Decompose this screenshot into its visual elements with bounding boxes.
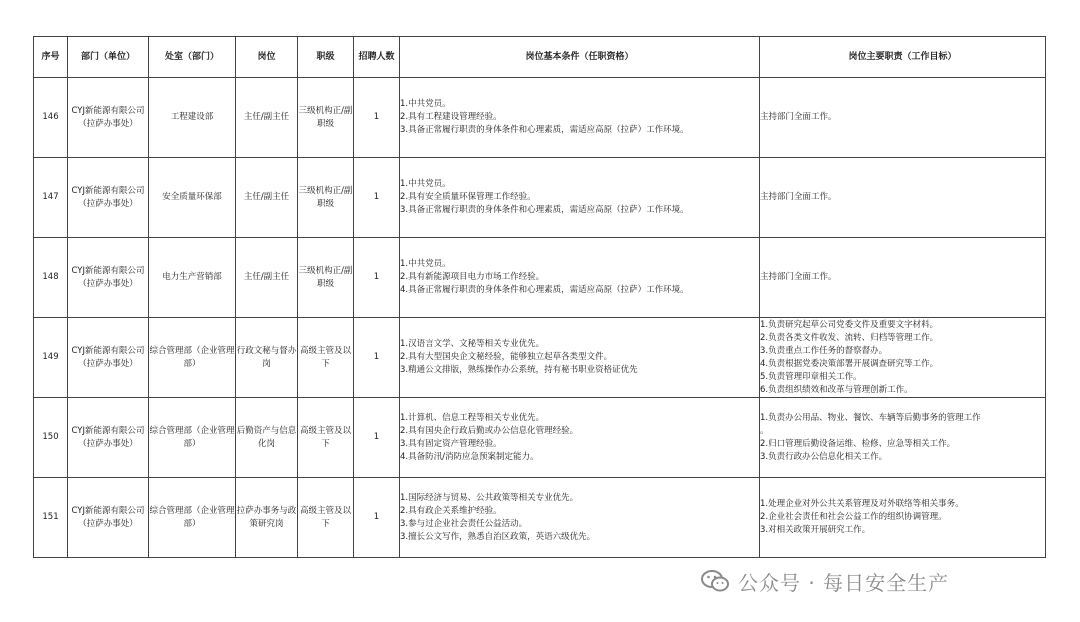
position-cell: 后勤资产与信息化岗 (236, 398, 298, 478)
requirement-line: 4.具备防汛/消防应急预案制定能力。 (400, 451, 539, 462)
department-cell: 综合管理部（企业管理部） (149, 318, 236, 398)
row-number: 148 (34, 238, 68, 318)
requirements-cell (400, 78, 760, 158)
table-row (34, 478, 1046, 558)
unit-cell: CYJ新能源有限公司（拉萨办事处） (68, 318, 149, 398)
requirement-line: 2.具有国央企行政后勤或办公信息化管理经验。 (400, 425, 579, 436)
duties-cell (760, 398, 1046, 478)
requirements-cell (400, 318, 760, 398)
headcount-cell: 1 (354, 78, 400, 158)
table-row (34, 318, 1046, 398)
duty-line: 6.负责组织绩效和改革与管理创新工作。 (760, 384, 913, 395)
duty-line: 主持部门全面工作。 (760, 272, 837, 282)
row-number: 149 (34, 318, 68, 398)
headcount-cell: 1 (354, 478, 400, 558)
wechat-icon (700, 569, 730, 593)
requirement-line: 3.具备正常履行职责的身体条件和心理素质，需适应高原（拉萨）工作环境。 (400, 125, 689, 135)
department-cell: 电力生产营销部 (149, 238, 236, 318)
unit-cell: CYJ新能源有限公司（拉萨办事处） (68, 238, 149, 318)
department-cell: 工程建设部 (149, 78, 236, 158)
requirement-line: 1.计算机、信息工程等相关专业优先。 (400, 412, 545, 423)
header-dept: 处室（部门） (149, 37, 236, 78)
position-cell: 主任/副主任 (236, 158, 298, 238)
requirements-cell (400, 478, 760, 558)
watermark (700, 566, 949, 596)
row-number: 146 (34, 78, 68, 158)
duty-line: 。 (760, 425, 769, 436)
position-cell: 主任/副主任 (236, 238, 298, 318)
rank-cell: 高级主管及以下 (298, 398, 354, 478)
duty-line: 1.处理企业对外公共关系管理及对外联络等相关事务。 (760, 499, 964, 509)
requirement-line: 3.精通公文排版，熟练操作办公系统，持有秘书职业资格证优先 (400, 365, 638, 375)
department-cell: 综合管理部（企业管理部） (149, 478, 236, 558)
duties-cell (760, 238, 1046, 318)
watermark-text: 公众号 · 每日安全生产 (738, 570, 950, 595)
headcount-cell: 1 (354, 318, 400, 398)
requirement-line: 3.具备正常履行职责的身体条件和心理素质，需适应高原（拉萨）工作环境。 (400, 205, 689, 215)
duty-line: 5.负责管理印章相关工作。 (760, 371, 862, 382)
headcount-cell: 1 (354, 238, 400, 318)
requirement-line: 3.具有固定资产管理经验。 (400, 438, 502, 449)
table-row (34, 78, 1046, 158)
row-number: 147 (34, 158, 68, 238)
rank-cell: 高级主管及以下 (298, 478, 354, 558)
headcount-cell: 1 (354, 398, 400, 478)
duty-line: 1.负责办公用品、物业、餐饮、车辆等后勤事务的管理工作 (760, 412, 981, 423)
position-cell: 拉萨办事务与政策研究岗 (236, 478, 298, 558)
requirement-line: 2.具有大型国央企文秘经验，能够独立起草各类型文件。 (400, 352, 613, 362)
row-number: 150 (34, 398, 68, 478)
duty-line: 主持部门全面工作。 (760, 192, 837, 202)
requirement-line: 3.擅长公文写作，熟悉自治区政策，英语六级优先。 (400, 531, 596, 542)
header-unit: 部门（单位） (68, 37, 149, 78)
unit-cell: CYJ新能源有限公司（拉萨办事处） (68, 78, 149, 158)
position-cell: 主任/副主任 (236, 78, 298, 158)
header-duties: 岗位主要职责（工作目标） (760, 37, 1046, 78)
headcount-cell: 1 (354, 158, 400, 238)
table-row (34, 238, 1046, 318)
requirement-line: 1.中共党员。 (400, 179, 451, 189)
duties-cell (760, 158, 1046, 238)
duty-line: 1.负责研究起草公司党委文件及重要文字材料。 (760, 319, 939, 330)
table-row (34, 158, 1046, 238)
requirement-line: 2.具有政企关系维护经验。 (400, 505, 502, 516)
header-row (34, 37, 1046, 78)
duty-line: 主持部门全面工作。 (760, 112, 837, 122)
duty-line: 4.负责根据党委决策部署开展调查研究等工作。 (760, 358, 939, 369)
duty-line: 3.负责行政办公信息化相关工作。 (760, 451, 888, 462)
duties-cell (760, 78, 1046, 158)
rank-cell: 三级机构正/副职级 (298, 78, 354, 158)
duty-line: 2.企业社会责任和社会公益工作的组织协调管理。 (760, 512, 947, 522)
requirement-line: 1.中共党员。 (400, 259, 451, 269)
header-requirements: 岗位基本条件（任职资格） (400, 37, 760, 78)
recruitment-table (33, 36, 1046, 558)
requirements-cell (400, 398, 760, 478)
table-row (34, 398, 1046, 478)
row-number: 151 (34, 478, 68, 558)
requirement-line: 2.具有工程建设管理经验。 (400, 112, 502, 122)
department-cell: 综合管理部（企业管理部） (149, 398, 236, 478)
requirement-line: 2.具有安全质量环保管理工作经验。 (400, 192, 536, 202)
duty-line: 2.归口管理后勤设备运维、检修、应急等相关工作。 (760, 438, 956, 449)
duties-cell (760, 478, 1046, 558)
requirement-line: 4.具备正常履行职责的身体条件和心理素质，需适应高原（拉萨）工作环境。 (400, 285, 689, 295)
requirement-line: 1.汉语言文学、文秘等相关专业优先。 (400, 339, 545, 349)
duty-line: 3.对相关政策开展研究工作。 (760, 525, 871, 535)
department-cell: 安全质量环保部 (149, 158, 236, 238)
rank-cell: 三级机构正/副职级 (298, 238, 354, 318)
position-cell: 行政文秘与督办岗 (236, 318, 298, 398)
unit-cell: CYJ新能源有限公司（拉萨办事处） (68, 398, 149, 478)
header-post: 岗位 (236, 37, 298, 78)
duties-cell (760, 318, 1046, 398)
rank-cell: 三级机构正/副职级 (298, 158, 354, 238)
requirements-cell (400, 158, 760, 238)
duty-line: 3.负责重点工作任务的督察督办。 (760, 345, 888, 356)
duty-line: 2.负责各类文件收发、流转、归档等管理工作。 (760, 332, 939, 343)
unit-cell: CYJ新能源有限公司（拉萨办事处） (68, 158, 149, 238)
header-count: 招聘人数 (354, 37, 400, 78)
requirements-cell (400, 238, 760, 318)
requirement-line: 3.参与过企业社会责任公益活动。 (400, 518, 528, 529)
header-level: 职级 (298, 37, 354, 78)
requirement-line: 1.中共党员。 (400, 99, 451, 109)
requirement-line: 1.国际经济与贸易、公共政策等相关专业优先。 (400, 492, 579, 503)
unit-cell: CYJ新能源有限公司（拉萨办事处） (68, 478, 149, 558)
requirement-line: 2.具有新能源项目电力市场工作经验。 (400, 272, 545, 282)
rank-cell: 高级主管及以下 (298, 318, 354, 398)
header-no: 序号 (34, 37, 68, 78)
